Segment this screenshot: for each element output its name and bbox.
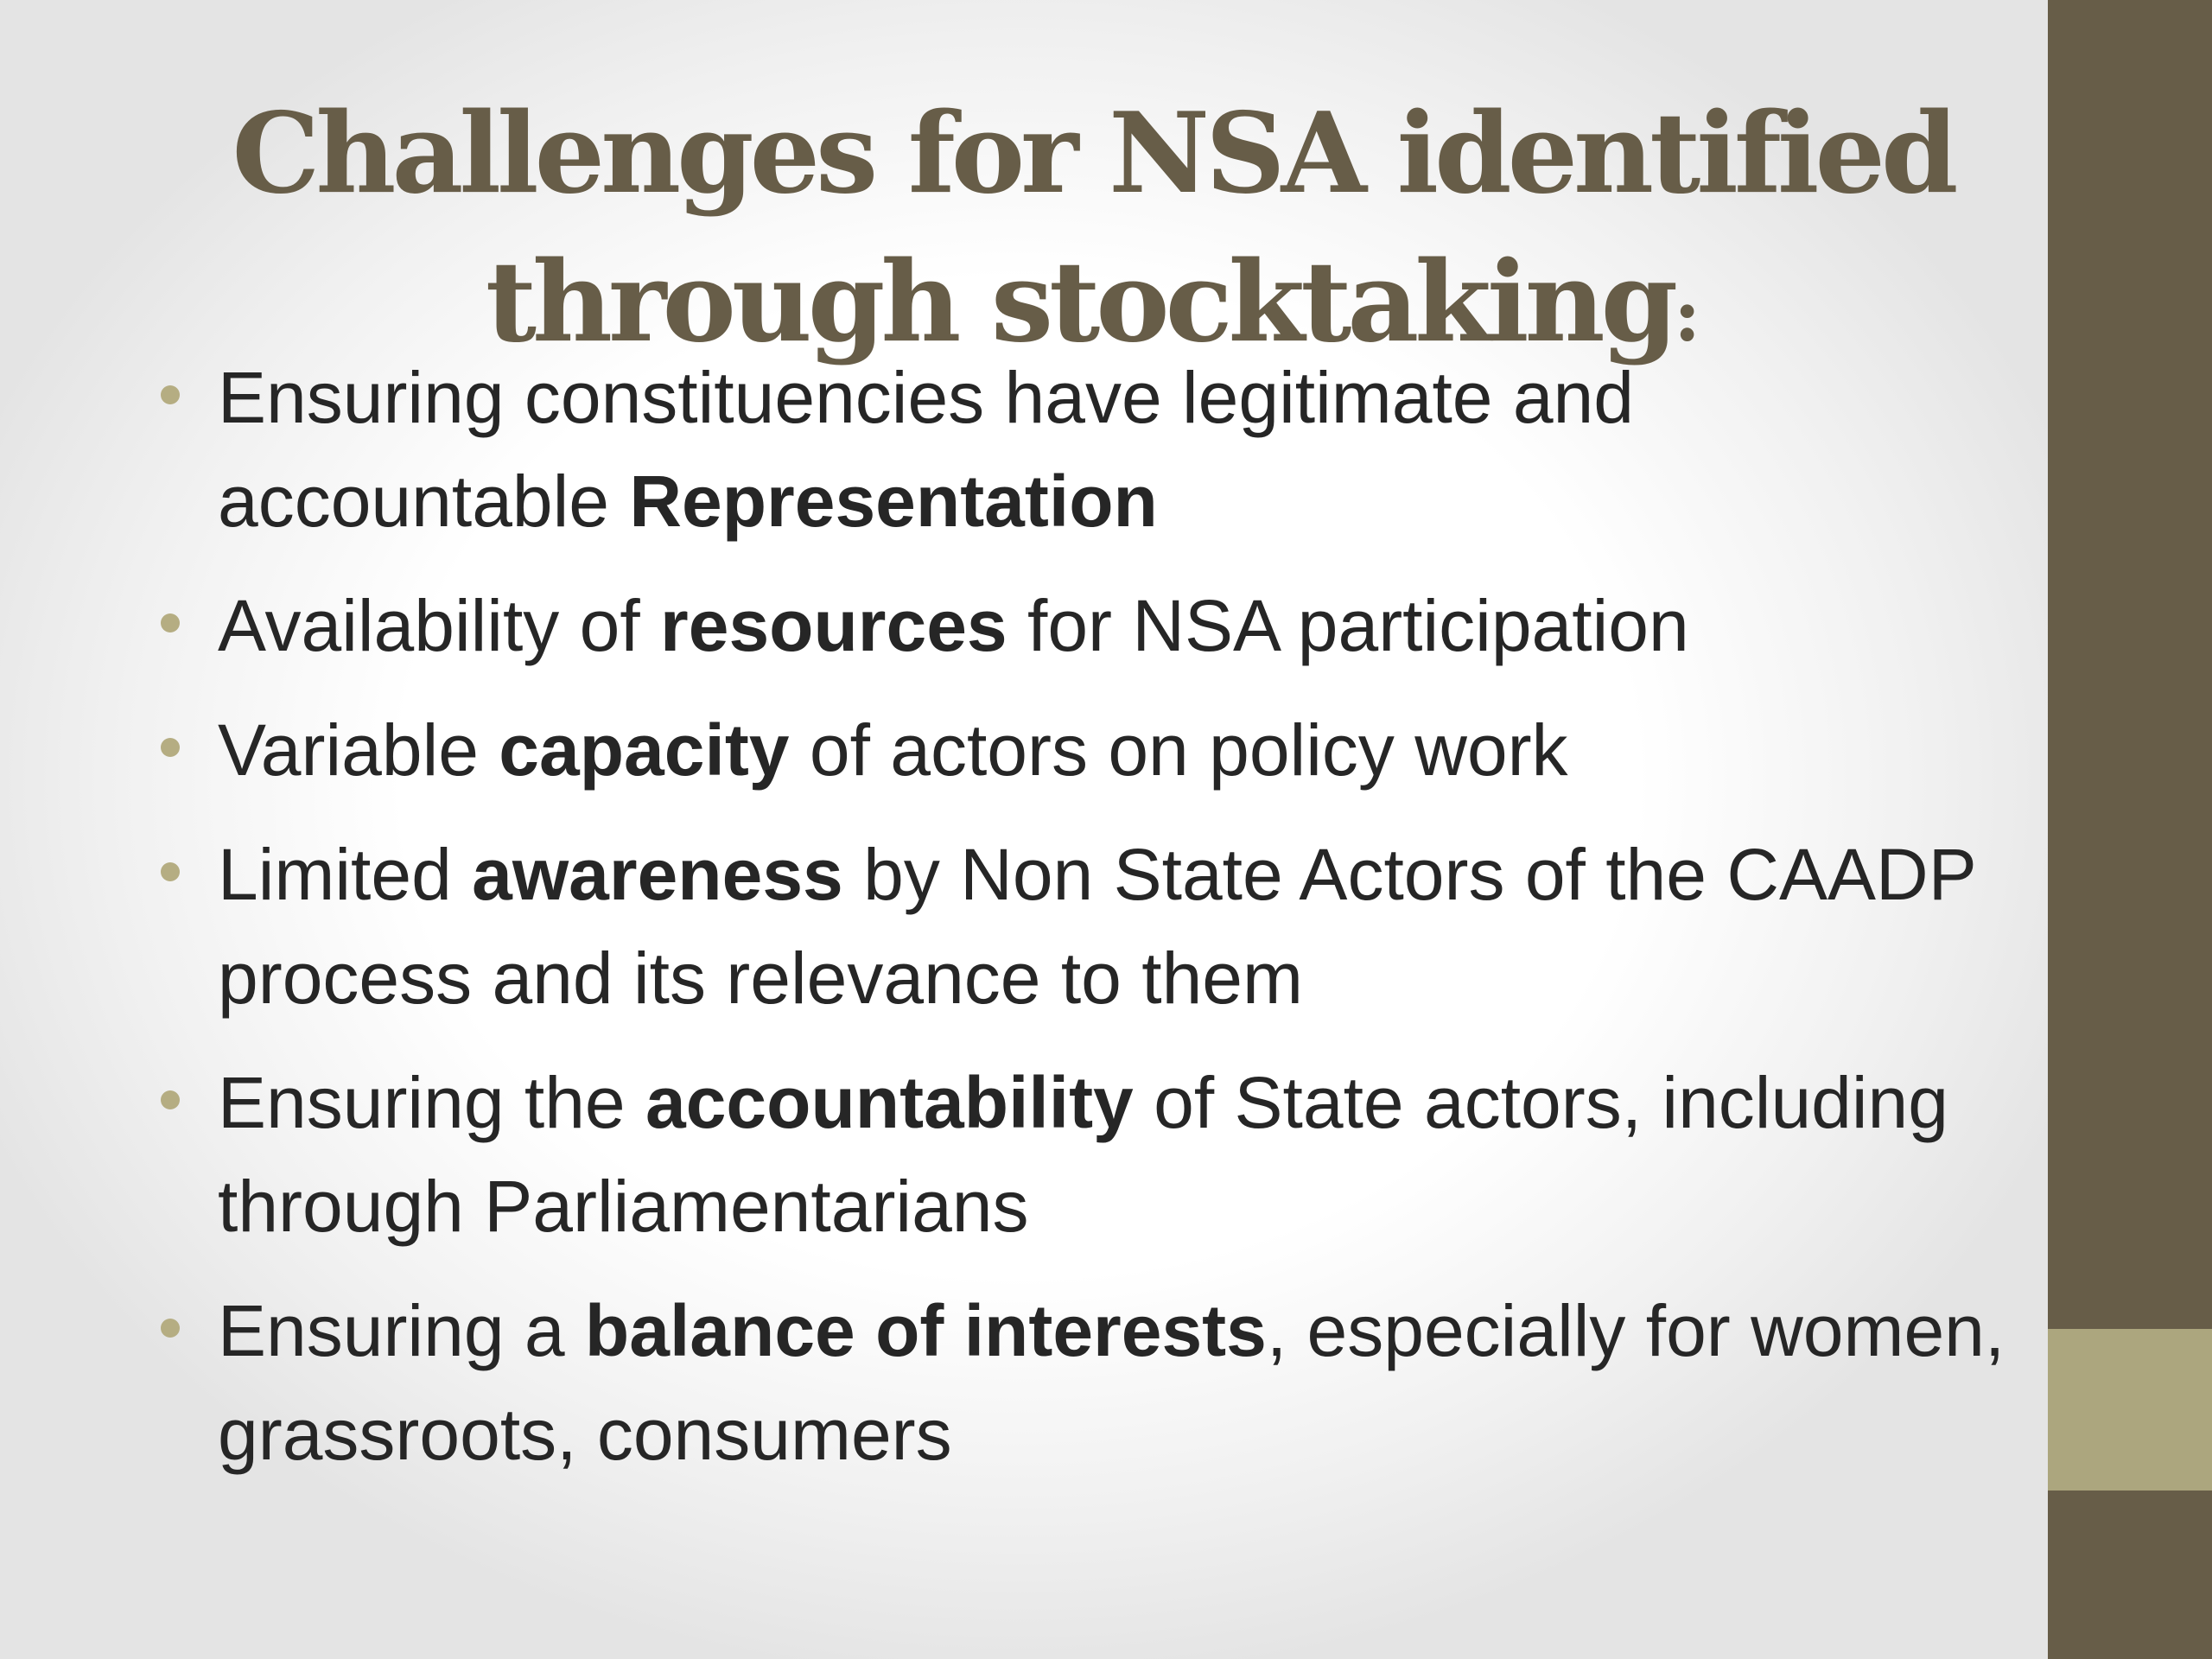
bullet-dot-icon	[161, 613, 180, 632]
bullet-dot-icon	[161, 1090, 180, 1109]
bullet-emphasis: Representation	[629, 461, 1158, 542]
bullet-item	[156, 346, 2013, 553]
bullet-text: Ensuring the	[218, 1062, 645, 1143]
bullet-item	[156, 698, 2013, 802]
bullet-text: , especially for women, grassroots, consumers	[218, 1290, 2005, 1475]
bullet-dot-icon	[161, 385, 180, 404]
bullet-emphasis: accountability	[645, 1062, 1134, 1143]
bullet-emphasis: capacity	[499, 709, 790, 791]
slide-title-colon: :	[1674, 272, 1701, 358]
bullet-emphasis: balance of interests	[584, 1290, 1267, 1371]
slide-title	[190, 79, 1996, 390]
bullet-item	[156, 574, 2013, 677]
bullet-text: Ensuring a	[218, 1290, 585, 1371]
bullet-item	[156, 1279, 2013, 1486]
bullet-dot-icon	[161, 738, 180, 757]
side-decor-accent	[2048, 1329, 2212, 1491]
bullet-text: of actors on policy work	[789, 709, 1568, 791]
bullet-text: by Non State Actors of the CAADP process and its relevance to them	[218, 834, 1976, 1019]
bullet-emphasis: awareness	[472, 834, 843, 915]
bullet-item	[156, 823, 2013, 1030]
bullet-text: Availability of	[218, 585, 661, 666]
slide-title-text: Challenges for NSA identified through stocktaking	[232, 89, 1955, 367]
bullet-text: Ensuring constituencies have legitimate and accountable	[218, 357, 1634, 542]
bullet-text: Variable	[218, 709, 499, 791]
bullet-text: Limited	[218, 834, 473, 915]
bullet-dot-icon	[161, 1319, 180, 1338]
bullet-list	[156, 346, 2013, 1507]
bullet-dot-icon	[161, 862, 180, 881]
bullet-text: for NSA participation	[1007, 585, 1689, 666]
bullet-text: of State actors, including through Parliamentarians	[218, 1062, 1948, 1247]
bullet-emphasis: resources	[660, 585, 1007, 666]
bullet-item	[156, 1051, 2013, 1258]
